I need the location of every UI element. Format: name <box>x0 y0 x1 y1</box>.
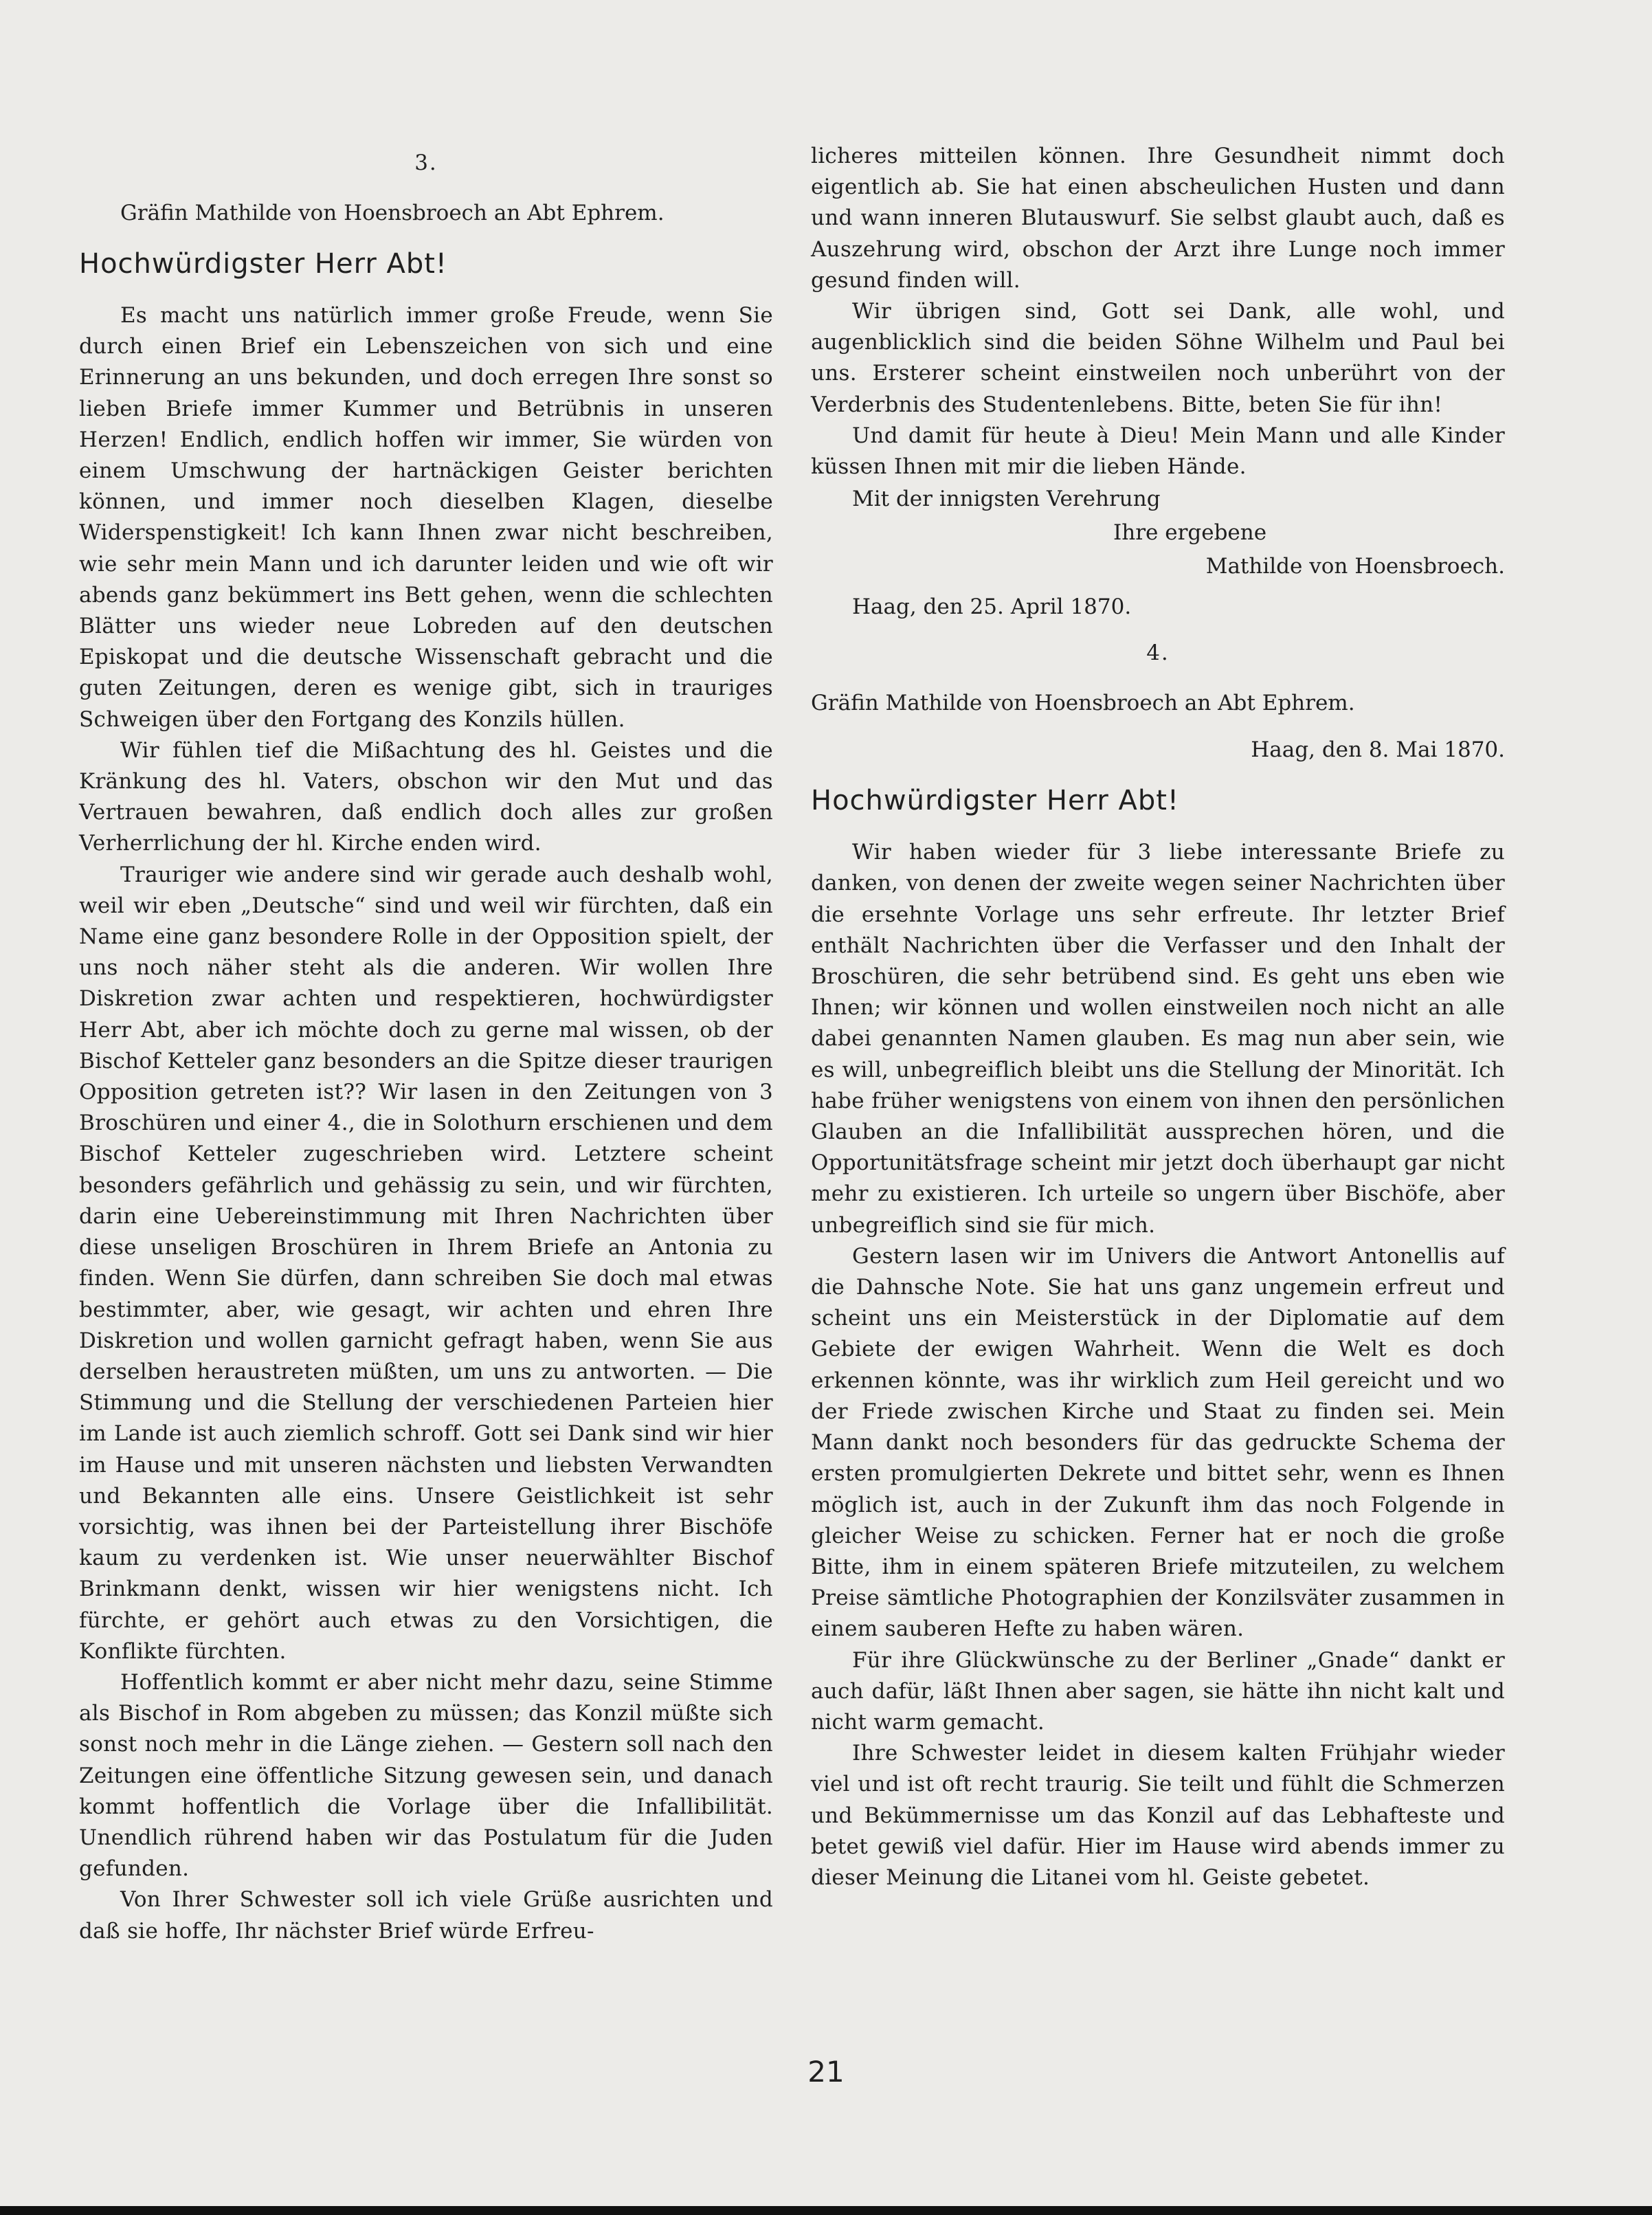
left-column <box>79 134 773 1947</box>
letter-heading: Gräfin Mathilde von Hoensbroech an Abt Ephrem. <box>120 201 665 225</box>
paragraph: Hoffentlich kommt er aber nicht mehr dazu, seine Stimme als Bischof in Rom abgeben zu müssen; das Konzil müßte sich sonst noch mehr in die Länge ziehen. — Gestern soll nach den Zeitungen eine öffentliche Sitzung gewesen sein, und danach kommt hoffentlich die Vorlage über die Infallibilität. Unendlich rührend haben wir das Postulatum für die Juden gefunden. <box>79 1669 773 1882</box>
paragraph: Wir übrigen sind, Gott sei Dank, alle wohl, und augenblicklich sind die beiden Söhne Wilhelm und Paul bei uns. Ersterer scheint einstweilen noch unberührt von der Verderbnis des Studentenlebens. Bitte, beten Sie für ihn! <box>811 299 1505 417</box>
closing-2: Ihre ergebene <box>1113 520 1267 546</box>
salutation: Hochwürdigster Herr Abt! <box>811 785 1179 817</box>
paragraph: Es macht uns natürlich immer große Freude, wenn Sie durch einen Brief ein Lebenszeichen von sich und eine Erinnerung an uns bekunden, und doch erregen Ihre sonst so lieben Briefe immer Kummer und Betrübnis in unseren Herzen! Endlich, endlich hoffen wir immer, Sie würden von einem Umschwung der hartnäckigen Geister berichten können, und immer noch dieselben Klagen, dieselbe Widerspenstigkeit! Ich kann Ihnen zwar nicht beschreiben, wie sehr mein Mann und ich darunter leiden und wie oft wir abends ganz bekümmert ins Bett gehen, wenn die schlechten Blätter uns wieder neue Lobreden auf den deutschen Episkopat und die deutsche Wissenschaft gebracht und die guten Zeitungen, deren es wenige gibt, sich in trauriges Schweigen über den Fortgang des Konzils hüllen. <box>79 303 773 732</box>
letter-heading: Gräfin Mathilde von Hoensbroech an Abt Ephrem. <box>811 691 1355 716</box>
place-date: Haag, den 8. Mai 1870. <box>1251 737 1505 763</box>
sign-date: Haag, den 25. April 1870. <box>852 594 1132 620</box>
paragraph: Trauriger wie andere sind wir gerade auch deshalb wohl, weil wir eben „Deutsche“ sind und weil wir fürchten, daß ein Name eine ganz besondere Rolle in der Opposition spielt, der uns noch näher steht als die anderen. Wir wollen Ihre Diskretion zwar achten und respektieren, hochwürdigster Herr Abt, aber ich möchte doch zu gerne mal wissen, ob der Bischof Ketteler ganz besonders an die Spitze dieser traurigen Opposition getreten ist?? Wir lasen in den Zeitungen von 3 Broschüren und einer 4., die in Solothurn erschienen und dem Bischof Ketteler zugeschrieben wird. Letztere scheint besonders gefährlich und gehässig zu sein, und wir fürchten, darin eine Uebereinstimmung mit Ihren Nachrichten über diese unseligen Broschüren in Ihrem Briefe an Antonia zu finden. Wenn Sie dürfen, dann schreiben Sie doch mal etwas bestimmter, aber, wie gesagt, wir achten und ehren Ihre Diskretion und wollen garnicht gefragt haben, wenn Sie aus derselben heraustreten müßten, um uns zu antworten. — Die Stimmung und die Stellung der verschiedenen Parteien hier im Lande ist auch ziemlich schroff. Gott sei Dank sind wir hier im Hause und mit unseren nächsten und liebsten Verwandten und Bekannten alle eins. Unsere Geistlichkeit ist sehr vorsichtig, was ihnen bei der Parteistellung ihrer Bischöfe kaum zu verdenken ist. Wie unser neuerwählter Bischof Brinkmann denkt, wissen wir hier wenigstens nicht. Ich fürchte, er gehört auch etwas zu den Vorsichtigen, die Konflikte fürchten. <box>79 862 773 1664</box>
closing: Mit der innigsten Verehrung <box>852 487 1161 512</box>
paragraph: Und damit für heute à Dieu! Mein Mann und alle Kinder küssen Ihnen mit mir die lieben Hände. <box>811 423 1505 480</box>
salutation: Hochwürdigster Herr Abt! <box>79 248 447 280</box>
paragraph: Wir fühlen tief die Mißachtung des hl. Geistes und die Kränkung des hl. Vaters, obschon wir den Mut und das Vertrauen bewahren, daß endlich doch alles zur großen Verherrlichung der hl. Kirche enden wird. <box>79 737 773 856</box>
paragraph: Ihre Schwester leidet in diesem kalten Frühjahr wieder viel und ist oft recht traurig. Sie teilt und fühlt die Schmerzen und Bekümmernisse um das Konzil auf das Lebhafteste und betet gewiß viel dafür. Hier im Hause wird abends immer zu dieser Meinung die Litanei vom hl. Geiste gebetet. <box>811 1741 1505 1890</box>
page-number: 21 <box>807 2055 845 2089</box>
signature: Mathilde von Hoensbroech. <box>1205 554 1505 579</box>
paragraph: licheres mitteilen können. Ihre Gesundheit nimmt doch eigentlich ab. Sie hat einen abscheulichen Husten und dann und wann inneren Blutauswurf. Sie selbst glaubt auch, daß es Auszehrung wird, obschon der Arzt ihre Lunge noch immer gesund finden will. <box>811 144 1505 293</box>
paragraph: Wir haben wieder für 3 liebe interessante Briefe zu danken, von denen der zweite wegen seiner Nachrichten über die ersehnte Vorlage uns sehr erfreute. Ihr letzter Brief enthält Nachrichten über die Verfasser und den Inhalt der Broschüren, die sehr betrübend sind. Es geht uns eben wie Ihnen; wir können und wollen einstweilen noch nicht an alle dabei genannten Namen glauben. Es mag nun aber sein, wie es will, unbegreiflich bleibt uns die Stellung der Minorität. Ich habe früher wenigstens von einem von ihnen den persönlichen Glauben an die Infallibilität aussprechen hören, und die Opportunitätsfrage scheint mir jetzt doch überhaupt gar nicht mehr zu existieren. Ich urteile so ungern über Bischöfe, aber unbegreiflich sind sie für mich. <box>811 840 1505 1238</box>
scan-edge <box>0 2206 1652 2215</box>
right-column <box>811 141 1505 1893</box>
letter-number: 3. <box>414 151 438 175</box>
paragraph: Für ihre Glückwünsche zu der Berliner „Gnade“ dankt er auch dafür, läßt Ihnen aber sagen, sie hätte ihn nicht kalt und nicht warm gemacht. <box>811 1647 1505 1735</box>
letter-number: 4. <box>1146 641 1170 666</box>
paragraph: Gestern lasen wir im Univers die Antwort Antonellis auf die Dahnsche Note. Sie hat uns ganz ungemein erfreut und scheint uns ein Meisterstück in der Diplomatie auf dem Gebiete der ewigen Wahrheit. Wenn die Welt es doch erkennen könnte, was ihr wirklich zum Heil gereicht und wo der Friede zwischen Kirche und Staat zu finden sei. Mein Mann dankt noch besonders für das gedruckte Schema der ersten promulgierten Dekrete und bittet sehr, wenn es Ihnen möglich ist, auch in der Zukunft ihm das noch Folgende in gleicher Weise zu schicken. Ferner hat er noch die große Bitte, ihm in einem späteren Briefe mitzuteilen, zu welchem Preise sämtliche Photographien der Konzilsväter zusammen in einem sauberen Hefte zu haben wären. <box>811 1243 1505 1642</box>
paragraph: Von Ihrer Schwester soll ich viele Grüße ausrichten und daß sie hoffe, Ihr nächster Brief würde Erfreu- <box>79 1887 773 1944</box>
